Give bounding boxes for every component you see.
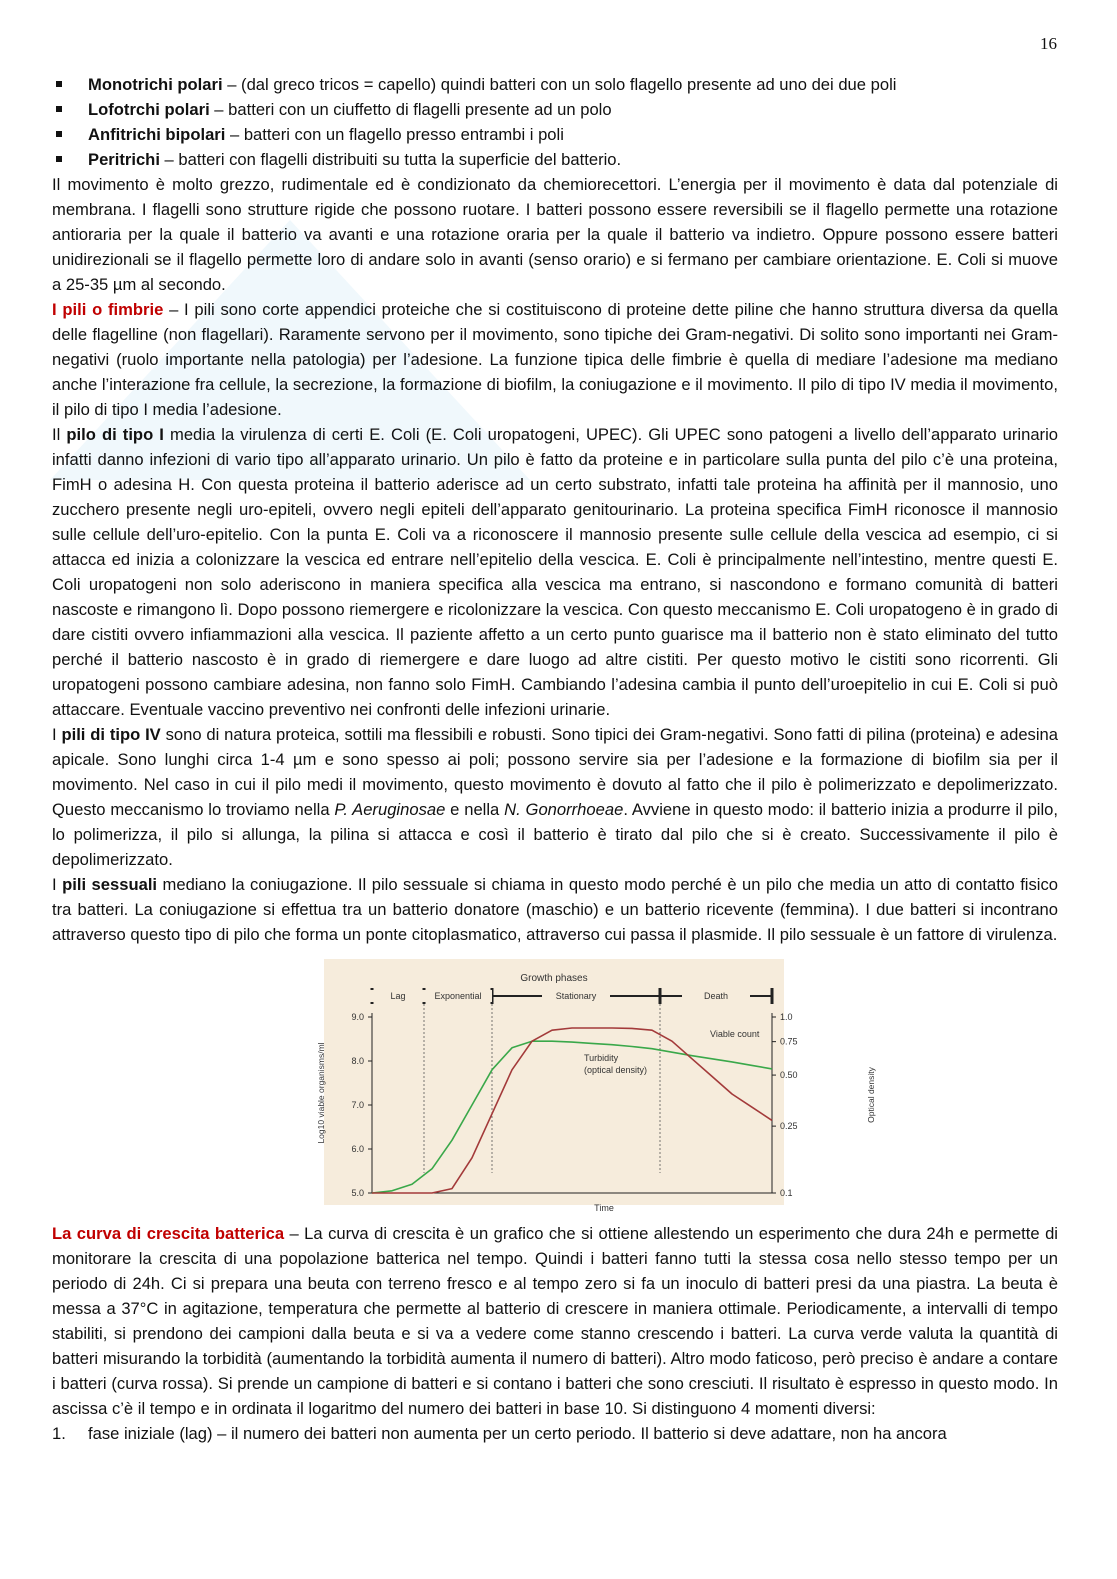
growth-curve-chart	[272, 953, 876, 1213]
y-tick-label-left: 9.0	[351, 1012, 364, 1022]
paragraph-growth-curve: La curva di crescita batterica – La curva di crescita è un grafico che si ottiene allestendo un esperimento che dura 24h e permette di monitorare la crescita di una popolazione batterica nel tempo. Quindi i batteri fanno tutti la stessa cosa nello stesso tempo per un periodo di 24h. Ci si prepara una beuta con terreno fresco e al tempo zero si fa un inoculo di batteri presi da una piastra. La beuta è messa a 37°C in agitazione, temperatura che permette al batterio di crescere in maniera ottimale. Periodicamente, a intervalli di tempo stabiliti, si prendono dei campioni dalla beuta e si va a vedere come stanno crescendo i batteri. La curva verde valuta la quantità di batteri misurando la torbidità (aumentando la torbidità aumenta il numero di batteri). Altro modo faticoso, però preciso è andare a contare i batteri (curva rossa). Si prende un campione di batteri e si contano i batteri che sono cresciuti. Il risultato è espresso in questo modo. In ascissa c’è il tempo e in ordinata il logaritmo del numero dei batteri in base 10. Si distinguono 4 momenti diversi:	[52, 1224, 1058, 1418]
paragraph-pili-sessuali: I pili sessuali mediano la coniugazione. Il pilo sessuale si chiama in questo modo perché è un pilo che media un atto di contatto fisico tra batteri. La coniugazione si effettua tra un batterio donatore (maschio) e un batterio ricevente (femmina). I due batteri si incontrano attraverso questo tipo di pilo che forma un ponte citoplasmatico, attraverso cui passa il plasmide. Il pilo sessuale è un fattore di virulenza.	[52, 875, 1058, 944]
y-tick-label-left: 7.0	[351, 1100, 364, 1110]
y-axis-label-left: Log10 viable organisms/ml	[316, 1042, 326, 1144]
list-item: Anfitrichi bipolari – batteri con un flagello presso entrambi i poli	[52, 122, 1058, 147]
list-item: Lofotrchi polari – batteri con un ciuffetto di flagelli presente ad un polo	[52, 97, 1058, 122]
phase-label: Stationary	[555, 991, 597, 1001]
page-number: 16	[1040, 34, 1057, 53]
paragraph-pilo-tipo-1: Il pilo di tipo I media la virulenza di certi E. Coli (E. Coli uropatogeni, UPEC). Gli UPEC sono patogeni a livello dell’apparato urinario infatti danno infezioni di vario tipo all’apparato urinario. Un pilo è fatto da proteine e in particolare sulla punta del pilo c’è una proteina, FimH o adesina H. Con questa proteina il batterio aderisce ad un certo substrato, infatti tale proteina ha affinità per il mannosio, uno zucchero presente negli uro-epiteli, ovvero negli epiteli dell’apparato genitourinario. La proteina specifica FimH riconosce il mannosio sulle cellule dell’uro-epitelio. Con la punta E. Coli va a riconoscere il mannosio presente sulle cellule della vescica ad esempio, ci si attacca ed inizia a colonizzare la vescica ed entrare nell’epitelio della vescica. E. Coli è principalmente nell’intestino, mentre questi E. Coli uropatogeni non solo aderiscono in maniera specifica alla vescica ma entrano, si nascondono e formano comunità di batteri nascoste e rimangono lì. Dopo possono riemergere e ricolonizzare la vescica. Con questo meccanismo E. Coli uropatogeno è in grado di dare cistiti ovvero infiammazioni alla vescica. Il paziente affetto a un certo punto guarisce ma il batterio non è stato eliminato del tutto perché il batterio nascosto è in grado di riemergere e dare luogo ad altre cistiti. Per questo motivo le cistiti sono ricorrenti. Gli uropatogeni possono cambiare adesina, non fanno solo FimH. Cambiando l’adesina cambia il punto dell’uroepitelio in cui E. Coli si può attaccare. Eventuale vaccino preventivo nei confronti delle infezioni urinarie.	[52, 425, 1058, 719]
paragraph-movement: Il movimento è molto grezzo, rudimentale ed è condizionato da chemiorecettori. L’energia per il movimento è data dal potenziale di membrana. I flagelli sono strutture rigide che possono ruotare. I batteri possono essere reversibili se il flagello permette una rotazione antioraria per la quale il batterio va avanti e una rotazione oraria per la quale il batterio va indietro. Oppure possono essere batteri unidirezionali se il flagello permette loro di andare solo in avanti (senso orario) e si fermano per cambiare orientazione. E. Coli si muove a 25-35 µm al secondo.	[52, 175, 1058, 294]
phase-label: Lag	[390, 991, 406, 1001]
y-tick-label-left: 5.0	[351, 1188, 364, 1198]
turbidity-label: Turbidity	[584, 1053, 619, 1063]
phase-label: Exponential	[434, 991, 482, 1001]
list-item: Peritrichi – batteri con flagelli distribuiti su tutta la superficie del batterio.	[52, 147, 1058, 172]
y-tick-label-left: 6.0	[351, 1144, 364, 1154]
list-item: Monotrichi polari – (dal greco tricos = capello) quindi batteri con un solo flagello presente ad uno dei due poli	[52, 72, 1058, 97]
phase-label: Death	[703, 991, 729, 1001]
paragraph-pili: I pili o fimbrie – I pili sono corte appendici proteiche che si costituiscono di proteine dette piline che hanno struttura diversa da quella delle flagelline (non flagellari). Raramente servono per il movimento, sono tipiche dei Gram-negativi. Di solito sono importanti nei Gram-negativi (ruolo importante nella patologia) per l’adesione. La funzione tipica delle fimbrie è quella di mediare l’adesione ma mediano anche l’interazione fra cellule, la secrezione, la formazione di biofilm, la coniugazione e il movimento. Il pilo di tipo IV media il movimento, il pilo di tipo I media l’adesione.	[52, 300, 1058, 419]
paragraph-pili-tipo-4: I pili di tipo IV sono di natura proteica, sottili ma flessibili e robusti. Sono tipici dei Gram-negativi. Sono fatti di pilina (proteina) e adesina apicale. Sono lunghi circa 1-4 µm e sono spesso ai poli; possono servire sia per l’adesione e la formazione di biofilm sia per il movimento. Nel caso in cui il pilo medi il movimento, questo movimento è dovuto al fatto che il pilo è polimerizzato e depolimerizzato. Questo meccanismo lo troviamo nella P. Aeruginosae e nella N. Gonorrhoeae. Avviene in questo modo: il batterio inizia a produrre il pilo, lo polimerizza, il pilo si allunga, la pilina si attacca e così il batterio è tirato dal pilo che si è creato. Successivamente il pilo è depolimerizzato.	[52, 725, 1059, 869]
y-tick-label-right: 0.50	[780, 1070, 798, 1081]
y-tick-label-right: 0.25	[780, 1121, 798, 1132]
y-tick-label-left: 8.0	[351, 1056, 364, 1066]
x-axis-label: Time	[594, 1203, 614, 1213]
y-axis-label-right: Optical density	[866, 1067, 876, 1123]
list-item: 1. fase iniziale (lag) – il numero dei batteri non aumenta per un certo periodo. Il batterio si deve adattare, non ha ancora	[52, 1424, 947, 1443]
y-tick-label-right: 0.1	[780, 1188, 793, 1198]
turbidity-label-sub: (optical density)	[584, 1065, 648, 1075]
document-body	[52, 72, 1058, 1446]
y-tick-label-right: 1.0	[780, 1012, 793, 1022]
section-heading-growth-curve: La curva di crescita batterica	[52, 1224, 285, 1243]
section-heading-pili: I pili o fimbrie	[52, 300, 164, 319]
flagella-types-list	[52, 72, 1058, 172]
growth-curve-figure	[52, 953, 1058, 1213]
viable-count-label: Viable count	[710, 1029, 760, 1039]
phases-list	[52, 1421, 1058, 1446]
chart-title: Growth phases	[520, 973, 588, 984]
y-tick-label-right: 0.75	[780, 1036, 798, 1047]
